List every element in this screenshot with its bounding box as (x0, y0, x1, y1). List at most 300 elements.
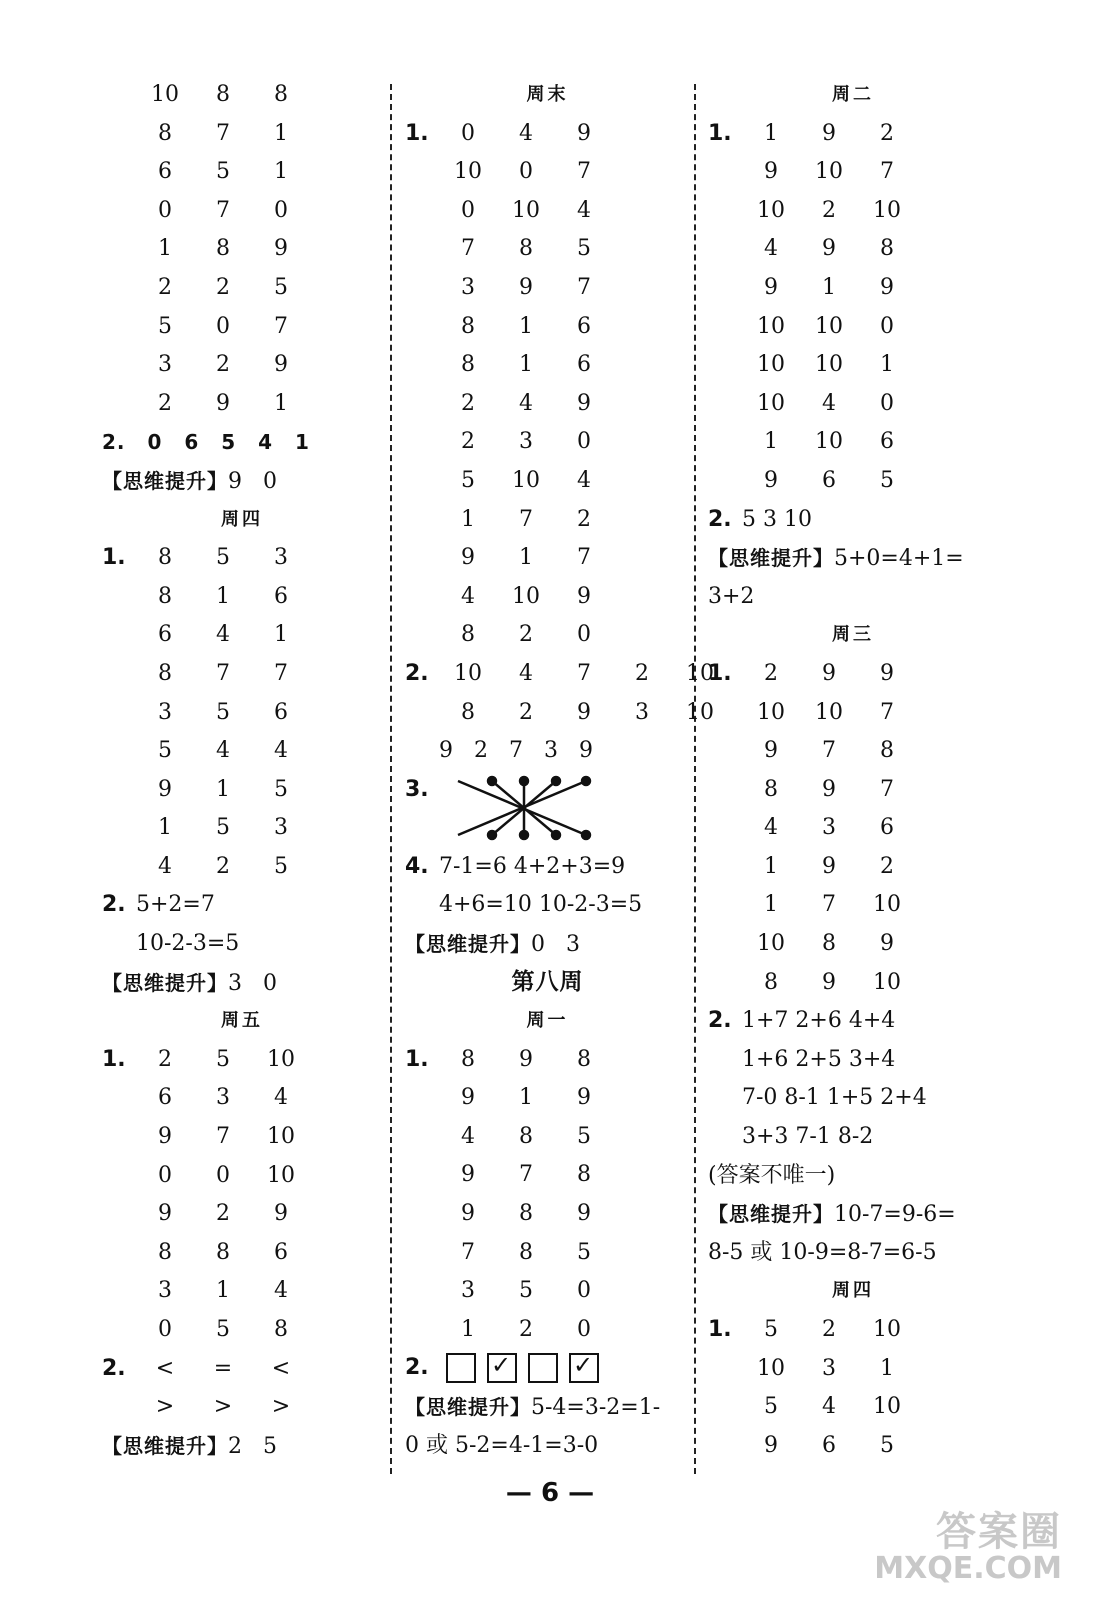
section-heading: 周五 (221, 1010, 263, 1032)
answer-row (708, 848, 998, 887)
answer-cell: 4 (158, 853, 172, 879)
answer-cell: 9 (577, 120, 591, 146)
answer-cell: 1 (461, 506, 475, 532)
answer-cell: 2 (158, 274, 172, 300)
answer-cell: 2 (216, 1201, 230, 1227)
answer-grid (405, 115, 690, 655)
answer-row (102, 1118, 382, 1157)
answer-row (405, 230, 690, 269)
answer-cell: 4 (461, 583, 475, 609)
answer-row (102, 269, 382, 308)
answer-cell: 7 (880, 159, 894, 185)
think-line: 【思维提升】9 0 (102, 468, 277, 494)
answer-row (102, 732, 382, 771)
answer-cell: 9 (461, 1085, 475, 1111)
answer-cell: 10 (267, 1162, 295, 1188)
answer-cell: 6 (158, 622, 172, 648)
answer-row (708, 308, 998, 347)
answer-row (102, 308, 382, 347)
answer-cell: 0 (158, 1162, 172, 1188)
answer-grid (102, 76, 382, 423)
answer-cell: 2 (577, 506, 591, 532)
answer-cell: 9 (822, 236, 836, 262)
answer-line: 9 2 7 3 9 (439, 738, 593, 764)
answer-cell: 7 (822, 738, 836, 764)
answer-cell: 10 (757, 699, 785, 725)
answer-row (102, 153, 382, 192)
answer-line: 10-2-3=5 (136, 931, 240, 957)
answer-cell: 1 (880, 1355, 894, 1381)
answer-cell: 6 (880, 815, 894, 841)
answer-cell: 9 (880, 931, 894, 957)
answer-cell: 1 (274, 120, 288, 146)
match-dot (552, 777, 560, 785)
answer-cell: 1 (764, 120, 778, 146)
question-number: 1. (102, 545, 126, 571)
checkbox-answer: 2. ✓ ✓ (405, 1349, 690, 1388)
answer-cell: 9 (577, 390, 591, 416)
answer-cell: 6 (577, 313, 591, 339)
answer-cell: 8 (158, 1239, 172, 1265)
answer-cell: 7 (577, 159, 591, 185)
question-number: 1. (405, 120, 429, 146)
answer-line: 2. 5+2=7 (102, 892, 215, 918)
answer-cell: 2 (158, 1046, 172, 1072)
answer-row (102, 809, 382, 848)
match-dot (488, 777, 496, 785)
answer-cell: 2 (216, 274, 230, 300)
answer-cell: 7 (822, 892, 836, 918)
answer-cell: 5 (274, 274, 288, 300)
answer-cell: 4 (216, 622, 230, 648)
answer-cell: 3 (216, 1085, 230, 1111)
answer-line: 8 2 9 3 10 (461, 699, 714, 725)
answer-cell: 9 (822, 120, 836, 146)
answer-cell: 0 (880, 390, 894, 416)
answer-cell: 7 (880, 776, 894, 802)
section-heading: 周三 (832, 624, 874, 646)
answer-cell: 5 (216, 159, 230, 185)
question-number: 1. (708, 120, 732, 146)
answer-cell: 8 (822, 931, 836, 957)
answer-cell: 10 (873, 892, 901, 918)
answer-cell: 9 (577, 583, 591, 609)
answer-cell: 0 (577, 1278, 591, 1304)
answer-cell: 7 (216, 197, 230, 223)
answer-cell: 5 (764, 1317, 778, 1342)
question-number: 1. (708, 660, 732, 686)
answer-cell: 5 (880, 467, 894, 493)
answer-row (405, 1118, 690, 1157)
think-line: 【思维提升】0 3 (405, 931, 580, 957)
answer-cell: 2 (880, 853, 894, 879)
answer-cell: 7 (880, 699, 894, 725)
answer-cell: 4 (274, 1085, 288, 1111)
answer-cell: 2 (216, 352, 230, 378)
answer-line: 7-0 8-1 1+5 2+4 (742, 1085, 927, 1111)
answer-row (708, 115, 998, 154)
answer-cell: 10 (512, 583, 540, 609)
answer-cell: 0 (577, 1316, 591, 1342)
answer-cell: 2 (764, 660, 778, 686)
answer-cell: 2 (519, 1316, 533, 1342)
answer-cell: 1 (764, 892, 778, 918)
answer-cell: 5 (461, 467, 475, 493)
answer-cell: 4 (577, 467, 591, 493)
answer-cell: 10 (815, 699, 843, 725)
answer-cell: 1 (880, 352, 894, 378)
answer-cell: 8 (461, 313, 475, 339)
answer-cell: 8 (519, 1239, 533, 1265)
answer-cell: 5 (216, 699, 230, 725)
answer-row (708, 1427, 998, 1466)
answer-row (405, 423, 690, 462)
answer-cell: 6 (158, 159, 172, 185)
answer-row (405, 462, 690, 501)
answer-cell: 3 (274, 815, 288, 841)
checkbox-checked (487, 1353, 517, 1383)
answer-cell: 8 (880, 236, 894, 262)
think-line: 【思维提升】2 5 (102, 1433, 277, 1459)
compare-row: < = < (155, 1355, 291, 1381)
answer-cell: 5 (880, 1432, 894, 1458)
answer-row (405, 346, 690, 385)
answer-cell: 6 (577, 352, 591, 378)
answer-row (405, 616, 690, 655)
answer-cell: 10 (815, 159, 843, 185)
answer-row (405, 1311, 690, 1350)
answer-cell: 10 (151, 82, 179, 107)
answer-cell: 9 (158, 1124, 172, 1150)
answer-cell: 10 (815, 429, 843, 455)
answer-row (708, 1311, 998, 1350)
matching-diagram (452, 771, 602, 843)
answer-cell: 10 (267, 1046, 295, 1072)
answer-row (708, 230, 998, 269)
answer-cell: 9 (822, 660, 836, 686)
answer-cell: 9 (880, 274, 894, 300)
answer-cell: 9 (274, 236, 288, 262)
answer-cell: 6 (822, 1432, 836, 1458)
answer-cell: 9 (274, 1201, 288, 1227)
answer-cell: 9 (519, 1046, 533, 1072)
answer-cell: 5 (216, 815, 230, 841)
answer-cell: 9 (822, 776, 836, 802)
answer-cell: 10 (757, 352, 785, 378)
answer-row (102, 578, 382, 617)
answer-line: 2. < = < (102, 1350, 382, 1389)
answer-row (405, 1079, 690, 1118)
answer-line: 2. 0 6 5 4 1 (102, 430, 310, 455)
answer-cell: 9 (577, 1085, 591, 1111)
answer-cell: 8 (519, 1123, 533, 1149)
answer-cell: 3 (274, 545, 288, 571)
answer-cell: 10 (757, 1355, 785, 1381)
answer-grid (708, 1311, 998, 1465)
answer-cell: 0 (880, 313, 894, 339)
answer-cell: 8 (158, 660, 172, 686)
answer-cell: 5 (274, 776, 288, 802)
answer-cell: 5 (274, 853, 288, 879)
answer-cell: 10 (873, 197, 901, 223)
answer-cell: 1 (216, 776, 230, 802)
answer-cell: 5 (216, 1046, 230, 1072)
answer-cell: 1 (216, 583, 230, 609)
answer-cell: 10 (815, 313, 843, 339)
answer-cell: 10 (512, 197, 540, 223)
answer-row (405, 1272, 690, 1311)
watermark (874, 1500, 1062, 1586)
answer-cell: 7 (577, 274, 591, 300)
answer-cell: 8 (880, 738, 894, 764)
checkbox-empty (528, 1353, 558, 1383)
answer-cell: 2 (519, 622, 533, 648)
answer-line (102, 1388, 382, 1427)
answer-cell: 8 (764, 969, 778, 995)
answer-cell: 3 (461, 1278, 475, 1304)
answer-cell: 0 (158, 1317, 172, 1342)
column-1 (102, 76, 382, 1465)
answer-cell: 3 (158, 1278, 172, 1304)
answer-cell: 1 (158, 815, 172, 841)
answer-cell: 5 (216, 1317, 230, 1342)
answer-cell: 6 (158, 1085, 172, 1111)
answer-row (708, 153, 998, 192)
answer-cell: 8 (577, 1162, 591, 1188)
answer-row (708, 423, 998, 462)
checkbox-empty (446, 1353, 476, 1383)
matching-answer: 3. (405, 771, 690, 848)
answer-cell: 10 (454, 159, 482, 185)
answer-row (708, 462, 998, 501)
answer-cell: 0 (577, 622, 591, 648)
answer-cell: 8 (461, 1046, 475, 1072)
answer-row (405, 1156, 690, 1195)
answer-cell: 10 (873, 969, 901, 995)
column-divider-1 (390, 84, 392, 1474)
answer-row (102, 848, 382, 887)
answer-cell: 6 (274, 699, 288, 725)
answer-row (708, 192, 998, 231)
answer-cell: 9 (764, 1432, 778, 1458)
answer-cell: 9 (764, 738, 778, 764)
answer-cell: 2 (880, 120, 894, 146)
answer-cell: 0 (274, 197, 288, 223)
answer-row (708, 694, 998, 733)
answer-row (708, 886, 998, 925)
answer-cell: 6 (274, 1239, 288, 1265)
answer-cell: 4 (764, 236, 778, 262)
answer-row (405, 115, 690, 154)
answer-row (102, 539, 382, 578)
answer-cell: 9 (764, 274, 778, 300)
answer-row (708, 964, 998, 1003)
answer-cell: 8 (158, 120, 172, 146)
answer-line: 1+6 2+5 3+4 (742, 1046, 896, 1072)
answer-row (708, 925, 998, 964)
answer-row (405, 578, 690, 617)
watermark-url: MXQE.COM (874, 1551, 1062, 1586)
answer-cell: 7 (461, 1239, 475, 1265)
answer-cell: 1 (274, 159, 288, 185)
answer-row (102, 694, 382, 733)
answer-cell: 6 (274, 583, 288, 609)
answer-row (102, 1195, 382, 1234)
match-dot (552, 831, 560, 839)
answer-cell: 10 (873, 1317, 901, 1342)
checkbox-checked (569, 1353, 599, 1383)
answer-cell: 6 (822, 467, 836, 493)
answer-cell: 1 (158, 236, 172, 262)
answer-cell: 4 (216, 738, 230, 764)
answer-cell: 4 (519, 390, 533, 416)
answer-cell: 10 (757, 313, 785, 339)
answer-cell: 1 (822, 274, 836, 300)
answer-cell: 2 (822, 197, 836, 223)
answer-cell: 5 (577, 1123, 591, 1149)
answer-row (102, 385, 382, 424)
answer-cell: 1 (764, 853, 778, 879)
answer-cell: 7 (274, 313, 288, 339)
check-icon: ✓ (573, 1351, 594, 1380)
answer-cell: 0 (158, 197, 172, 223)
answer-row (405, 385, 690, 424)
answer-cell: 3 (461, 274, 475, 300)
answer-cell: 8 (274, 82, 288, 107)
match-dot (488, 831, 496, 839)
answer-cell: 8 (216, 236, 230, 262)
answer-cell: 9 (461, 1162, 475, 1188)
answer-cell: 9 (764, 467, 778, 493)
answer-cell: 1 (274, 390, 288, 416)
answer-cell: 1 (461, 1316, 475, 1342)
answer-line: 3+3 7-1 8-2 (742, 1124, 874, 1150)
answer-cell: 0 (216, 1162, 230, 1188)
section-heading: 周四 (221, 508, 263, 530)
answer-row (102, 346, 382, 385)
answer-cell: 0 (216, 313, 230, 339)
answer-row (102, 1272, 382, 1311)
column-2 (405, 76, 714, 1465)
answer-cell: 9 (822, 853, 836, 879)
answer-cell: 4 (461, 1123, 475, 1149)
answer-row (405, 308, 690, 347)
answer-cell: 8 (577, 1046, 591, 1072)
answer-cell: 7 (519, 506, 533, 532)
answer-cell: 9 (461, 545, 475, 571)
answer-cell: 9 (764, 159, 778, 185)
answer-row (102, 76, 382, 115)
answer-cell: 5 (158, 738, 172, 764)
answer-cell: 7 (519, 1162, 533, 1188)
answer-cell: 1 (519, 352, 533, 378)
answer-row (102, 230, 382, 269)
note-line: (答案不唯一) (708, 1162, 836, 1188)
section-heading: 周一 (526, 1010, 569, 1032)
answer-cell: 4 (519, 120, 533, 146)
answer-cell: 9 (158, 776, 172, 802)
answer-cell: 1 (519, 313, 533, 339)
answer-cell: 9 (577, 1201, 591, 1227)
answer-cell: 8 (764, 776, 778, 802)
answer-cell: 1 (764, 429, 778, 455)
match-dot (582, 777, 590, 785)
answer-row (708, 269, 998, 308)
answer-cell: 8 (216, 1239, 230, 1265)
answer-cell: 7 (216, 660, 230, 686)
answer-cell: 2 (461, 429, 475, 455)
answer-line: 2. 1+7 2+6 4+4 (708, 1008, 896, 1034)
answer-cell: 10 (757, 931, 785, 957)
answer-row (102, 1041, 382, 1080)
question-number: 1. (405, 1046, 429, 1072)
answer-cell: 7 (274, 660, 288, 686)
answer-cell: 4 (822, 390, 836, 416)
answer-cell: 8 (461, 622, 475, 648)
answer-cell: 5 (158, 313, 172, 339)
answer-row (102, 1079, 382, 1118)
answer-cell: 0 (577, 429, 591, 455)
answer-cell: 9 (274, 352, 288, 378)
answer-line: 4. 7-1=6 4+2+3=9 (405, 853, 626, 879)
answer-cell: 10 (267, 1124, 295, 1150)
answer-cell: 3 (158, 699, 172, 725)
answer-row (102, 1234, 382, 1273)
answer-cell: 10 (757, 390, 785, 416)
answer-cell: 8 (158, 583, 172, 609)
answer-cell: 1 (274, 622, 288, 648)
answer-grid (708, 115, 998, 501)
answer-cell: 8 (274, 1317, 288, 1342)
answer-cell: 3 (158, 352, 172, 378)
answer-line: 2. 10 4 7 2 10 (405, 660, 714, 686)
answer-row (708, 655, 998, 694)
answer-row (102, 771, 382, 810)
answer-grid (102, 539, 382, 886)
answer-row (405, 153, 690, 192)
think-line: 0 或 5-2=4-1=3-0 (405, 1432, 599, 1458)
think-line: 【思维提升】5-4=3-2=1- (405, 1395, 661, 1420)
answer-row (102, 115, 382, 154)
answer-row (708, 1388, 998, 1427)
answer-grid (102, 1041, 382, 1350)
section-heading: 周末 (526, 84, 569, 105)
think-line: 8-5 或 10-9=8-7=6-5 (708, 1239, 937, 1265)
answer-cell: 4 (764, 815, 778, 841)
answer-cell: 4 (822, 1394, 836, 1420)
answer-cell: 9 (158, 1201, 172, 1227)
match-dot (582, 831, 590, 839)
answer-row (708, 809, 998, 848)
column-3 (708, 76, 998, 1465)
answer-line: 2. 5 3 10 (708, 506, 812, 532)
answer-row (405, 1195, 690, 1234)
answer-cell: 4 (577, 197, 591, 223)
answer-cell: 8 (216, 82, 230, 107)
answer-cell: 7 (577, 545, 591, 571)
think-line: 3+2 (708, 583, 755, 609)
answer-cell: 7 (461, 236, 475, 262)
answer-cell: 9 (822, 969, 836, 995)
answer-row (708, 385, 998, 424)
answer-row (708, 732, 998, 771)
answer-cell: 9 (216, 390, 230, 416)
answer-cell: 8 (519, 236, 533, 262)
column-divider-2 (694, 84, 696, 1474)
answer-cell: 2 (216, 853, 230, 879)
answer-row (405, 539, 690, 578)
answer-cell: 1 (519, 1085, 533, 1111)
